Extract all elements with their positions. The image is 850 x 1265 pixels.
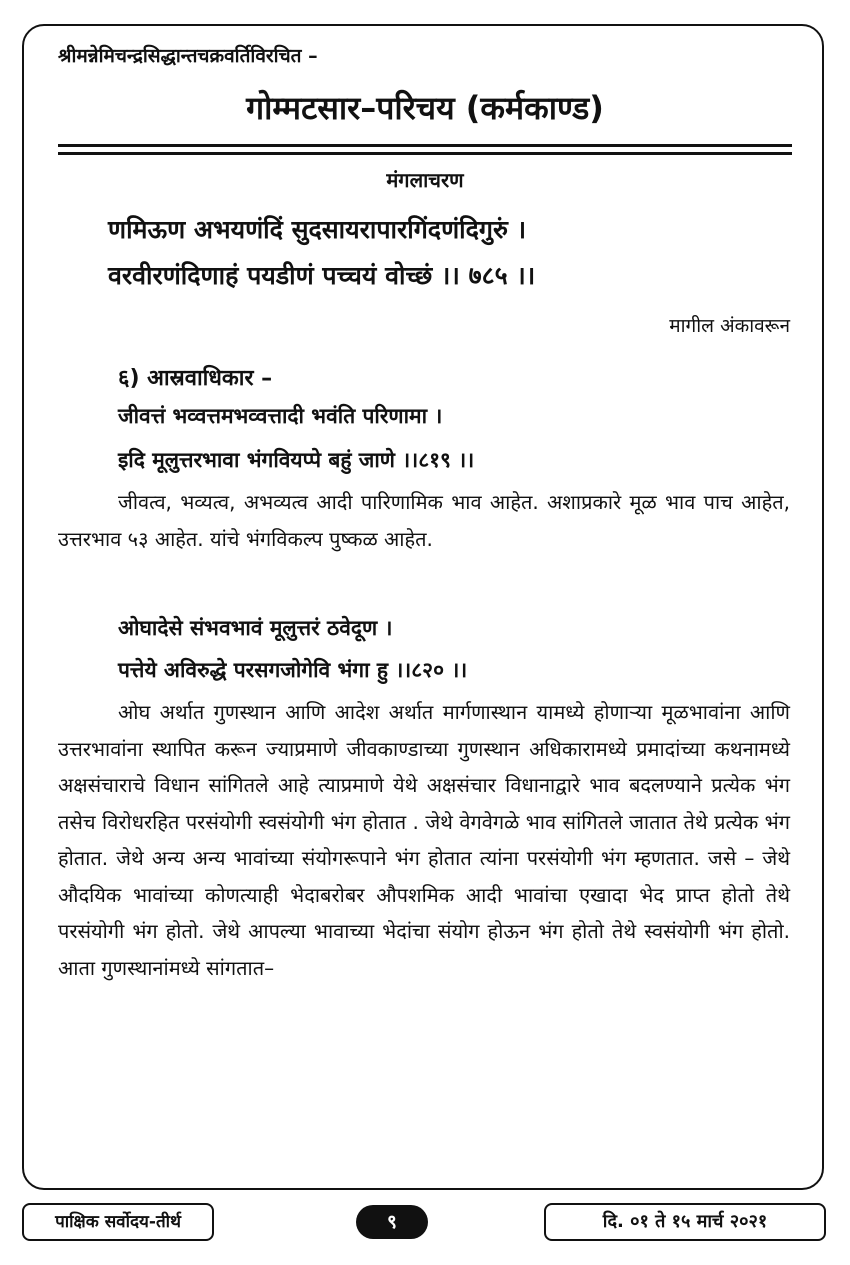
title-rule-top <box>58 144 792 147</box>
page-title: गोम्मटसार–परिचय (कर्मकाण्ड) <box>246 89 604 127</box>
mangalacharan-verse-line-2: वरवीरणंदिणाहं पयडीणं पच्चयं वोच्छं ।। ७८५ ।। <box>108 261 536 290</box>
paragraph-2: ओघ अर्थात गुणस्थान आणि आदेश अर्थात मार्गणास्थान यामध्ये होणाऱ्या मूळभावांना आणि उत्तरभावांना स्थापित करून ज्याप्रमाणे जीवकाण्डाच्या गुणस्थान अधिकारामध्ये प्रमादांच्या कथनामध्ये अक्षसंचाराचे विधान सांगितले आहे त्याप्रमाणे येथे अक्षसंचार विधानाद्वारे भाव बदलण्याने प्रत्येक भंग तसेच विरोधरहित परसंयोगी स्वसंयोगी भंग होतात . जेथे वेगवेगळे भाव सांगितले जातात तेथे प्रत्येक भंग होतात. जेथे अन्य अन्य भावांच्या संयोगरूपाने भंग होतात त्यांना परसंयोगी भंग म्हणतात. जसे – जेथे औदयिक भावांच्या कोणत्याही भेदाबरोबर औपशमिक आदी भावांचा एखादा भेद प्राप्त होतो तेथे परसंयोगी भंग होतो. जेथे आपल्या भावाच्या भेदांचा संयोग होऊन भंग होतो तेथे स्वसंयोगी भंग होतो. आता गुणस्थानांमध्ये सांगतात– <box>58 700 790 980</box>
footer-issue-date: दि. ०१ ते १५ मार्च २०२१ <box>544 1203 826 1241</box>
section-title: ६) आस्रवाधिकार – <box>118 366 273 391</box>
footer-publication-name: पाक्षिक सर्वोदय-तीर्थ <box>22 1203 214 1241</box>
title-rule-bottom <box>58 152 792 155</box>
verse-819-line-1: जीवत्तं भव्वत्तमभव्वत्तादी भवंति परिणामा । <box>118 404 443 428</box>
author-line: श्रीमन्नेमिचन्द्रसिद्धान्तचक्रवर्तिविरचित – <box>58 45 318 67</box>
verse-820-line-1: ओघादेसे संभवभावं मूलुत्तरं ठवेदूण । <box>118 616 393 640</box>
continued-note: मागील अंकावरून <box>669 315 790 337</box>
paragraph-1: जीवत्व, भव्यत्व, अभव्यत्व आदी पारिणामिक भाव आहेत. अशाप्रकारे मूळ भाव पाच आहेत, उत्तरभाव ५३ आहेत. यांचे भंगविकल्प पुष्कळ आहेत. <box>58 490 790 551</box>
verse-820-line-2: पत्तेये अविरुद्धे परसगजोगेवि भंगा हु ।।८२० ।। <box>118 658 468 682</box>
footer-page-number: ९ <box>356 1205 428 1239</box>
mangalacharan-heading: मंगलाचरण <box>386 168 464 192</box>
page-border-frame <box>22 24 824 1190</box>
mangalacharan-verse-line-1: णमिऊण अभयणंदिं सुदसायरापारगिंदणंदिगुरुं । <box>108 215 527 244</box>
verse-819-line-2: इदि मूलुत्तरभावा भंगवियप्पे बहुं जाणे ।।८१९ ।। <box>118 448 475 472</box>
